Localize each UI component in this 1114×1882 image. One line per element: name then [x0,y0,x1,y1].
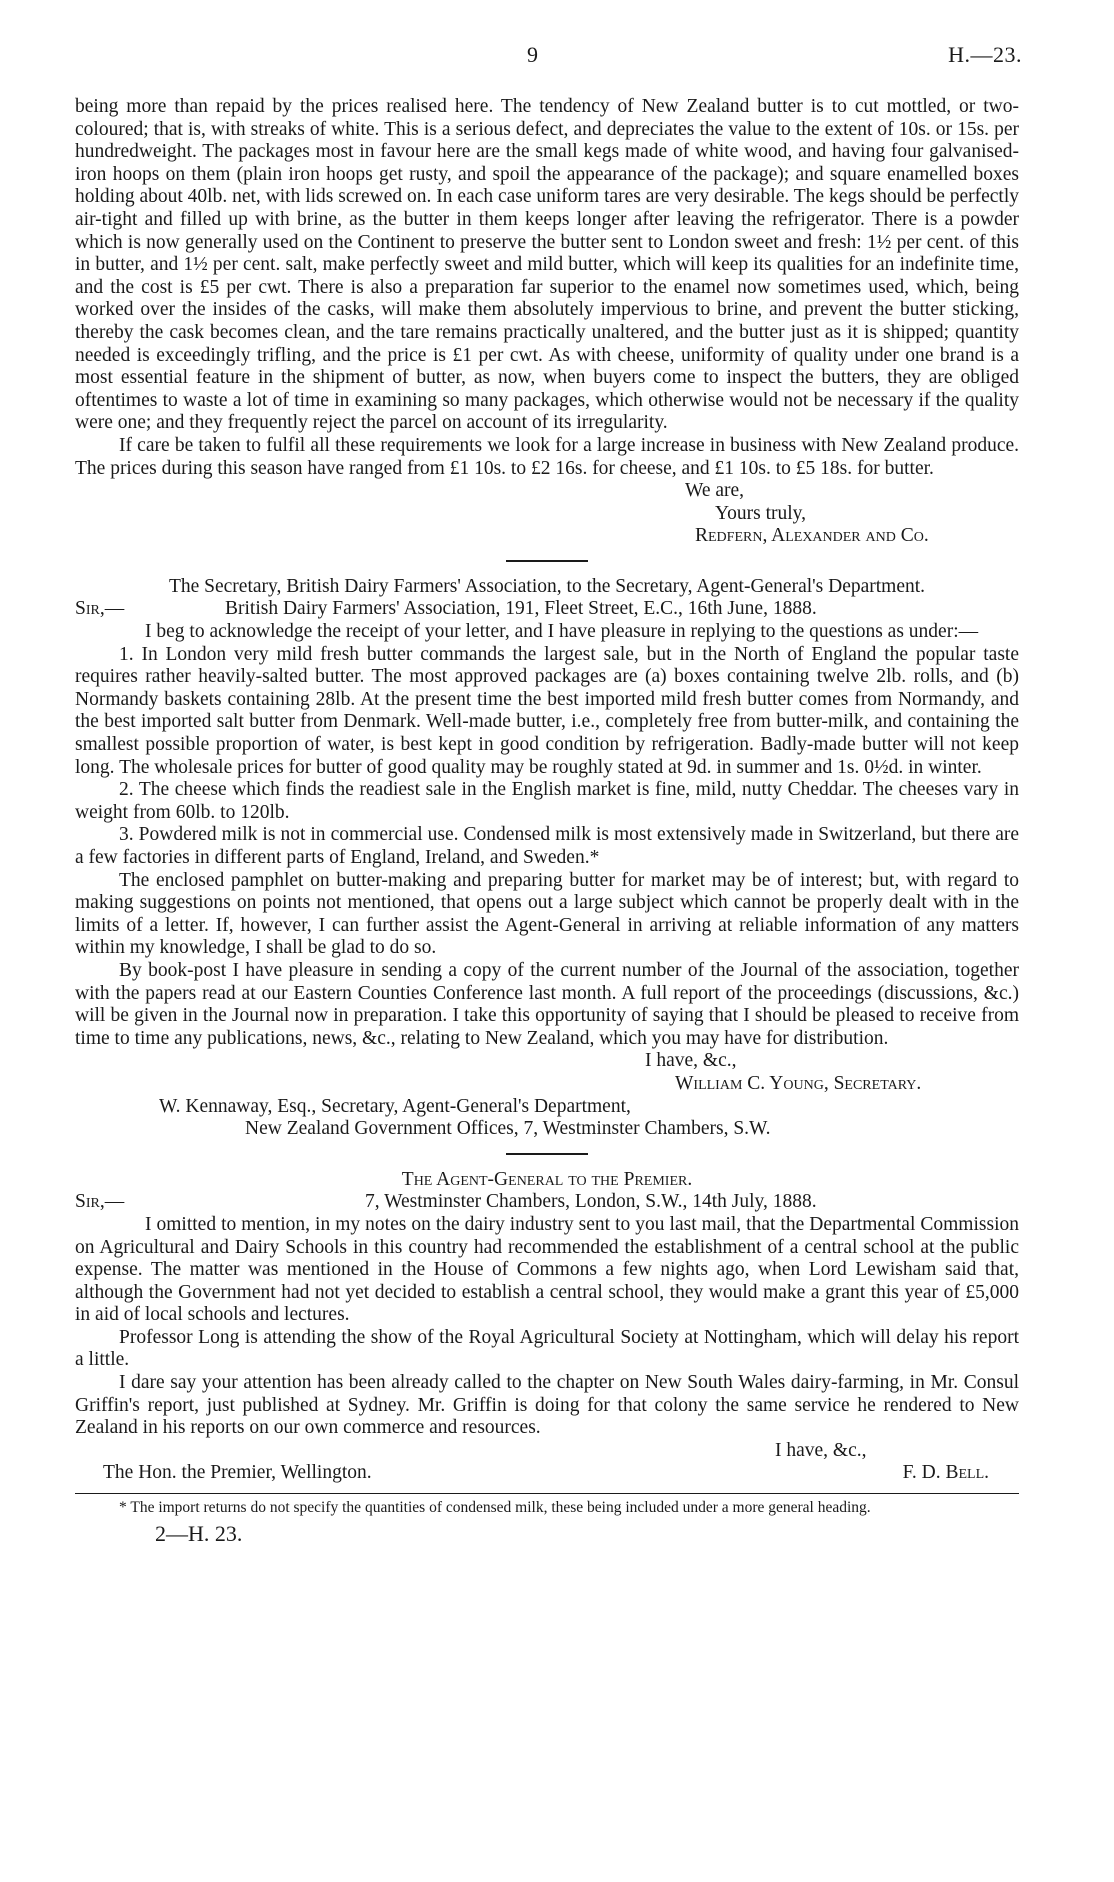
letter3-signoff-line [75,1462,1019,1485]
letter2-address-date: British Dairy Farmers' Association, 191, Fleet Street, E.C., 16th June, 1888. [225,598,817,620]
letter2-paragraph-pamphlet: The enclosed pamphlet on butter-making and preparing butter for market may be of interest; but, with regard to making suggestions on points not mentioned, that opens out a large subject which cannot be properly dealt with in the limits of a letter. If, however, I can further assist the Agent-General in arriving at reliable information of any matters within my knowledge, I shall be glad to do so. [75,869,1019,959]
letter2-point-1: 1. In London very mild fresh butter commands the largest sale, but in the North of England the popular taste requires rather heavily-salted butter. The most approved packages are (a) boxes containing twelve 2lb. rolls, and (b) Normandy baskets containing 28lb. At the present time the best imported mild fresh butter comes from Normandy, and the best imported salt butter from Denmark. Well-made butter, i.e., completely free from butter-milk, and containing the smallest possible proportion of water, is best kept in good condition by refrigeration. Badly-made butter will not keep long. The wholesale prices for butter of good quality may be roughly stated at 9d. in summer and 1s. 0½d. in winter. [75,643,1019,778]
section-divider [506,560,588,562]
letter3-salutation-line [75,1191,1019,1214]
letter1-we-are: We are, [685,480,745,502]
letter3-signature: F. D. Bell. [902,1462,989,1484]
letter2-point-2: 2. The cheese which finds the readiest sale in the English market is fine, mild, nutty Cheddar. The cheeses vary in weight from 60lb. to 120lb. [75,779,1019,823]
page-number: 9 [527,42,538,67]
letter2-heading: The Secretary, British Dairy Farmers' Association, to the Secretary, Agent-General's Department. [168,575,926,597]
letter2-point-3: 3. Powdered milk is not in commercial use. Condensed milk is most extensively made in Switzerland, but there are a few factories in different parts of England, Ireland, and Sweden.* [75,824,1019,868]
letter2-closing: I have, &c., [645,1050,737,1072]
letter2-salutation: Sir,— [75,598,125,620]
letter2-addressee-line-2: New Zealand Government Offices, 7, Westminster Chambers, S.W. [245,1118,771,1140]
letter-dairy-farmers-association [75,576,1019,1141]
letter-agent-general [75,1169,1019,1485]
footnote: * The import returns do not specify the quantities of condensed milk, these being included under a more general heading. [119,1499,871,1517]
section-divider [506,1153,588,1155]
letter3-address-date: 7, Westminster Chambers, London, S.W., 14th July, 1888. [365,1191,817,1213]
letter3-salutation: Sir,— [75,1191,125,1213]
letter1-signature: Redfern, Alexander and Co. [695,525,929,547]
letter3-paragraph-3: I dare say your attention has been already called to the chapter on New South Wales dairy-farming, in Mr. Consul Griffin's report, just published at Sydney. Mr. Griffin is doing for that colony the same service he rendered to New Zealand in his reports on our own commerce and resources. [75,1372,1019,1439]
letter3-closing: I have, &c., [775,1439,867,1461]
printer-signature-mark: 2—H. 23. [155,1521,243,1547]
letter2-salutation-line [75,598,1019,621]
footnote-divider [75,1493,1019,1494]
letter3-paragraph-1: I omitted to mention, in my notes on the dairy industry sent to you last mail, that the Departmental Commission on Agricultural and Dairy Schools in this country had recommended the establishment of a central school at the public expense. The matter was mentioned in the House of Commons a few nights ago, when Lord Lewisham said that, although the Government had not yet decided to establish a central school, they would make a grant this year of £5,000 in aid of local schools and lectures. [75,1213,1019,1326]
document-body [75,96,1019,1546]
letter2-addressee-line-1: W. Kennaway, Esq., Secretary, Agent-General's Department, [159,1095,631,1117]
letter3-heading: The Agent-General to the Premier. [401,1168,693,1190]
letter2-intro: I beg to acknowledge the receipt of your letter, and I have pleasure in replying to the questions as under:— [145,621,979,643]
page-reference: H.—23. [948,42,1022,67]
letter3-addressee: The Hon. the Premier, Wellington. [103,1462,372,1484]
letter3-paragraph-2: Professor Long is attending the show of the Royal Agricultural Society at Nottingham, which will delay his report a little. [75,1326,1019,1371]
letter2-signature: William C. Young, Secretary. [675,1072,922,1094]
letter1-yours-truly: Yours truly, [715,502,807,524]
letter1-paragraph-2: If care be taken to fulfil all these requirements we look for a large increase in business with New Zealand produce. The prices during this season have ranged from £1 10s. to £2 16s. for cheese, and £1 10s. to £5 18s. for butter. [75,434,1019,479]
letter1-paragraph-1: being more than repaid by the prices realised here. The tendency of New Zealand butter is to cut mottled, or two-coloured; that is, with streaks of white. This is a serious defect, and depreciates the value to the extent of 10s. or 15s. per hundredweight. The packages most in favour here are the small kegs made of white wood, and having four galvanised-iron hoops on them (plain iron hoops get rusty, and spoil the appearance of the package); and square enamelled boxes holding about 40lb. net, with lids screwed on. In each case uniform tares are very desirable. The kegs should be perfectly air-tight and filled up with brine, as the butter in them keeps longer after leaving the refrigerator. There is a powder which is now generally used on the Continent to preserve the butter sent to London sweet and fresh: 1½ per cent. of this in butter, and 1½ per cent. salt, make perfectly sweet and mild butter, which will keep its qualities for an indefinite time, and the cost is £5 per cwt. There is also a preparation far superior to the enamel now sometimes used, which, being worked over the insides of the casks, will make them absolutely impervious to brine, and prevent the butter sticking, thereby the cask becomes clean, and the tare remains practically unaltered, and the butter just as it is shipped; quantity needed is exceedingly trifling, and the price is £1 per cwt. As with cheese, uniformity of quality under one brand is a most essential feature in the shipment of butter, as now, when buyers come to inspect the butters, they are obliged oftentimes to waste a lot of time in examining so many packages, which otherwise would not be necessary if the quality were one; and they frequently reject the parcel on account of its irregularity. [75,96,1020,434]
letter2-paragraph-bookpost: By book-post I have pleasure in sending a copy of the current number of the Journal of the association, together with the papers read at our Eastern Counties Conference last month. A full report of the proceedings (discussions, &c.) will be given in the Journal now in preparation. I take this opportunity of saying that I should be pleased to receive from time to time any publications, news, &c., relating to New Zealand, which you may have for distribution. [75,959,1019,1049]
letter-redfern-alexander [75,96,1019,548]
